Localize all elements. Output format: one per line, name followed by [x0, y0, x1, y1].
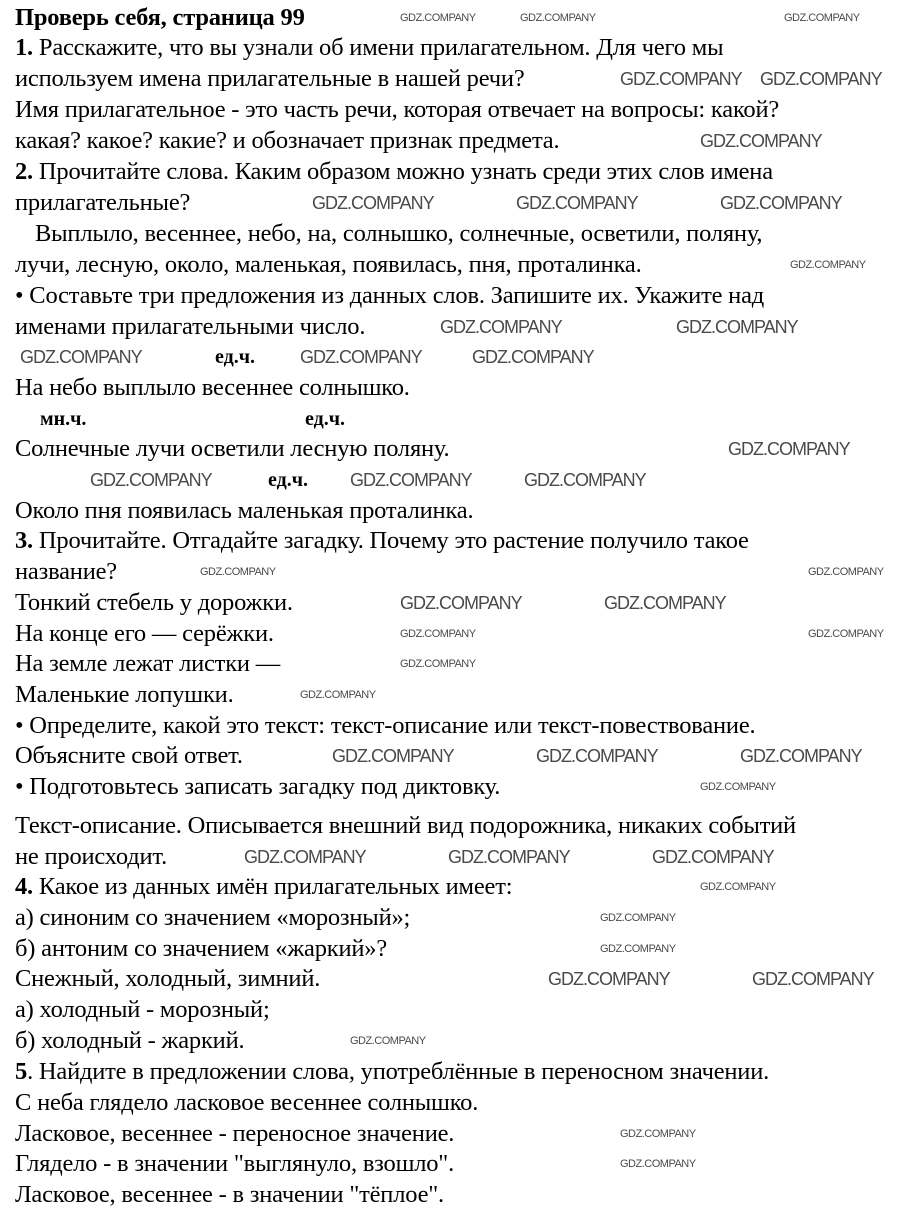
line-text: а) холодный - морозный;: [15, 996, 270, 1023]
watermark: GDZ.COMPANY: [400, 658, 476, 670]
text-line: [15, 620, 274, 648]
watermark: GDZ.COMPANY: [620, 69, 742, 89]
text-line: [15, 189, 190, 217]
number-annotation: мн.ч.: [40, 408, 87, 430]
line-text: На земле лежат листки —: [15, 650, 281, 677]
text-line: [15, 843, 167, 871]
line-text: Какое из данных имён прилагательных имеет:: [32, 873, 513, 900]
text-line: [15, 650, 280, 678]
text-line: [35, 220, 762, 248]
line-text: лучи, лесную, около, маленькая, появилась, пня, проталинка.: [15, 251, 642, 278]
line-text: не происходит.: [15, 843, 168, 870]
line-text: Объясните свой ответ.: [15, 742, 243, 769]
line-text: Прочитайте слова. Каким образом можно узнать среди этих слов имена: [32, 158, 773, 185]
watermark: GDZ.COMPANY: [472, 347, 594, 367]
watermark: GDZ.COMPANY: [600, 912, 676, 924]
number-annotation: ед.ч.: [305, 408, 346, 430]
text-line: [15, 1058, 769, 1086]
task-number: 4.: [15, 873, 33, 900]
line-text: а) синоним со значением «морозный»;: [15, 904, 411, 931]
text-line: [15, 965, 320, 993]
line-text: название?: [15, 558, 117, 585]
line-text: • Подготовьтесь записать загадку под диктовку.: [15, 773, 501, 800]
text-line: [15, 65, 525, 93]
text-line: [15, 251, 642, 279]
watermark: GDZ.COMPANY: [350, 470, 472, 490]
text-line: [15, 873, 512, 901]
watermark: GDZ.COMPANY: [200, 566, 276, 578]
text-line: [15, 374, 410, 402]
line-text: используем имена прилагательные в нашей речи?: [15, 65, 525, 92]
text-line: [15, 1027, 244, 1055]
watermark: GDZ.COMPANY: [524, 470, 646, 490]
number-annotation: ед.ч.: [268, 469, 309, 491]
watermark: GDZ.COMPANY: [600, 943, 676, 955]
watermark: GDZ.COMPANY: [536, 746, 658, 766]
text-line: [15, 742, 243, 770]
text-line: [15, 812, 796, 840]
watermark: GDZ.COMPANY: [752, 969, 874, 989]
watermark: GDZ.COMPANY: [700, 781, 776, 793]
watermark: GDZ.COMPANY: [400, 628, 476, 640]
watermark: GDZ.COMPANY: [728, 439, 850, 459]
line-text: На небо выплыло весеннее солнышко.: [15, 374, 410, 401]
text-line: [15, 1150, 454, 1178]
line-text: Текст-описание. Описывается внешний вид подорожника, никаких событий: [15, 812, 796, 839]
text-line: [15, 313, 365, 341]
watermark: GDZ.COMPANY: [400, 12, 476, 24]
watermark: GDZ.COMPANY: [400, 593, 522, 613]
watermark: GDZ.COMPANY: [676, 317, 798, 337]
text-line: [15, 904, 410, 932]
text-line: [15, 158, 773, 186]
number-annotation: ед.ч.: [215, 346, 256, 368]
text-line: [15, 712, 755, 740]
line-text: Солнечные лучи осветили лесную поляну.: [15, 435, 450, 462]
watermark: GDZ.COMPANY: [808, 566, 884, 578]
text-line: [15, 527, 749, 555]
watermark: GDZ.COMPANY: [20, 347, 142, 367]
line-text: Маленькие лопушки.: [15, 681, 234, 708]
text-line: [15, 127, 559, 155]
watermark: GDZ.COMPANY: [652, 847, 774, 867]
line-text: • Составьте три предложения из данных слов. Запишите их. Укажите над: [15, 282, 765, 309]
text-line: [15, 282, 764, 310]
line-text: Ласковое, весеннее - переносное значение.: [15, 1120, 455, 1147]
text-line: [15, 681, 234, 709]
watermark: GDZ.COMPANY: [516, 193, 638, 213]
watermark: GDZ.COMPANY: [620, 1128, 696, 1140]
watermark: GDZ.COMPANY: [300, 347, 422, 367]
line-text: б) антоним со значением «жаркий»?: [15, 935, 388, 962]
text-line: [15, 1120, 454, 1148]
line-text: прилагательные?: [15, 189, 191, 216]
line-text: Около пня появилась маленькая проталинка.: [15, 497, 474, 524]
line-text: б) холодный - жаркий.: [15, 1027, 245, 1054]
line-text: . Найдите в предложении слова, употреблённые в переносном значении.: [27, 1058, 770, 1085]
text-line: [15, 435, 449, 463]
line-text: Тонкий стебель у дорожки.: [15, 589, 293, 616]
task-number: 2.: [15, 158, 33, 185]
line-text: Выплыло, весеннее, небо, на, солнышко, солнечные, осветили, поляну,: [35, 220, 763, 247]
line-text: С неба глядело ласковое весеннее солнышко.: [15, 1089, 479, 1116]
task-number: 3.: [15, 527, 33, 554]
line-text: Расскажите, что вы узнали об имени прилагательном. Для чего мы: [32, 34, 724, 61]
text-line: [15, 589, 293, 617]
watermark: GDZ.COMPANY: [700, 881, 776, 893]
line-text: На конце его — серёжки.: [15, 620, 274, 647]
watermark: GDZ.COMPANY: [604, 593, 726, 613]
watermark: GDZ.COMPANY: [808, 628, 884, 640]
text-line: [15, 1181, 444, 1209]
watermark: GDZ.COMPANY: [620, 1158, 696, 1170]
task-number: 1.: [15, 34, 33, 61]
watermark: GDZ.COMPANY: [90, 470, 212, 490]
line-text: • Определите, какой это текст: текст-описание или текст-повествование.: [15, 712, 756, 739]
line-text: Проверь себя, страница 99: [15, 4, 305, 31]
text-line: [15, 1089, 478, 1117]
text-line: [15, 96, 779, 124]
watermark: GDZ.COMPANY: [244, 847, 366, 867]
task-number: 5: [15, 1058, 28, 1085]
watermark: GDZ.COMPANY: [440, 317, 562, 337]
watermark: GDZ.COMPANY: [332, 746, 454, 766]
watermark: GDZ.COMPANY: [448, 847, 570, 867]
text-line: [15, 996, 270, 1024]
text-line: [15, 558, 117, 586]
line-text: Ласковое, весеннее - в значении "тёплое".: [15, 1181, 444, 1208]
watermark: GDZ.COMPANY: [312, 193, 434, 213]
text-line: [15, 497, 473, 525]
line-text: Глядело - в значении "выглянуло, взошло".: [15, 1150, 455, 1177]
watermark: GDZ.COMPANY: [350, 1035, 426, 1047]
page-title: [15, 4, 305, 32]
watermark: GDZ.COMPANY: [784, 12, 860, 24]
watermark: GDZ.COMPANY: [740, 746, 862, 766]
watermark: GDZ.COMPANY: [790, 259, 866, 271]
line-text: Прочитайте. Отгадайте загадку. Почему это растение получило такое: [32, 527, 749, 554]
watermark: GDZ.COMPANY: [720, 193, 842, 213]
line-text: Снежный, холодный, зимний.: [15, 965, 321, 992]
watermark: GDZ.COMPANY: [300, 689, 376, 701]
watermark: GDZ.COMPANY: [760, 69, 882, 89]
line-text: какая? какое? какие? и обозначает признак предмета.: [15, 127, 560, 154]
watermark: GDZ.COMPANY: [520, 12, 596, 24]
text-line: [15, 773, 500, 801]
watermark: GDZ.COMPANY: [700, 131, 822, 151]
watermark: GDZ.COMPANY: [548, 969, 670, 989]
text-line: [15, 34, 723, 62]
text-line: [15, 935, 387, 963]
line-text: именами прилагательными число.: [15, 313, 366, 340]
line-text: Имя прилагательное - это часть речи, которая отвечает на вопросы: какой?: [15, 96, 780, 123]
